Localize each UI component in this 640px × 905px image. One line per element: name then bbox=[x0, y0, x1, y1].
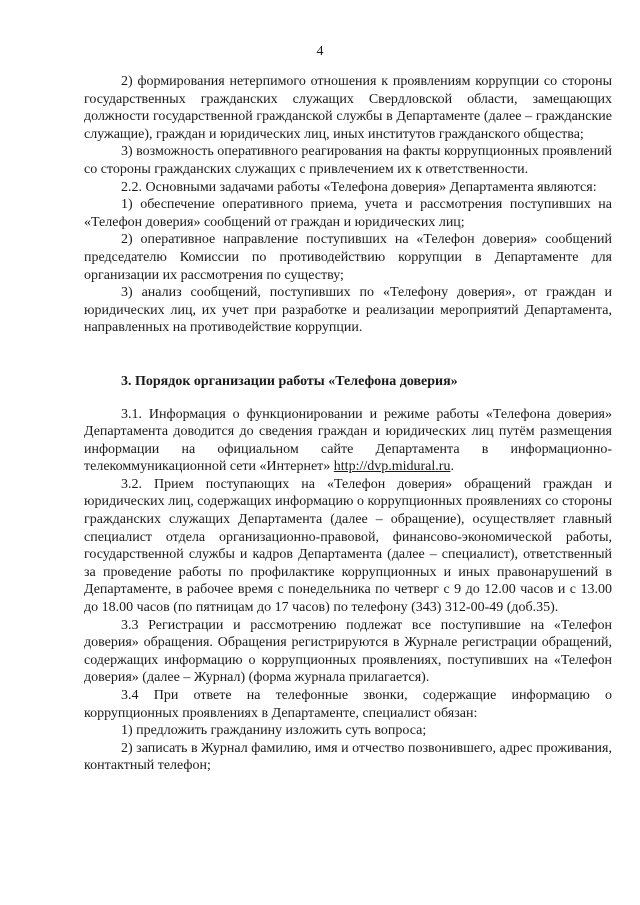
paragraph-2-item-2: 2) формирования нетерпимого отношения к проявлениям коррупции со стороны государственных гражданских служащих Свердловской области, замещающих должности государственной гражданской службы в Департаменте (далее – гражданские служащие), граждан и юридических лиц, иных институтов гражданского общества; bbox=[84, 74, 612, 142]
paragraph-2-2: 2.2. Основными задачами работы «Телефона доверия» Департамента являются: bbox=[121, 179, 597, 195]
paragraph-2-2-item-2: 2) оперативное направление поступивших на «Телефон доверия» сообщений председателю Комиссии по противодействию коррупции в Департаменте для организации их рассмотрения по существу; bbox=[84, 232, 612, 283]
paragraph-2-2-item-3: 3) анализ сообщений, поступивших по «Телефону доверия», от граждан и юридических лиц, их учет при разработке и реализации мероприятий Департамента, направленных на противодействие коррупции. bbox=[84, 285, 612, 336]
paragraph-3-4-item-1: 1) предложить гражданину изложить суть вопроса; bbox=[121, 723, 427, 739]
paragraph-3-1 bbox=[84, 406, 612, 476]
paragraph-3-1-text: 3.1. Информация о функционировании и режиме работы «Телефона доверия» Департамента доводится до сведения граждан и юридических лиц путём размещения информации на официальном сайте Департамента в информационно-телекоммуникационной сети «Интернет» bbox=[84, 406, 612, 475]
paragraph-3-1-end: . bbox=[450, 459, 454, 475]
paragraph-3-2: 3.2. Прием поступающих на «Телефон доверия» обращений граждан и юридических лиц, содержащих информацию о коррупционных проявлениях со стороны гражданских служащих Департамента (далее – обращение), осуществляет главный специалист отдела организационно-правовой, финансово-экономической работы, государственной службы и кадров Департамента (далее – специалист), ответственный за проведение работы по профилактике коррупционных и иных правонарушений в Департаменте, в рабочее время с понедельника по четверг с 9 до 12.00 часов и с 13.00 до 18.00 часов (по пятницам до 17 часов) по телефону (343) 312-00-49 (доб.35). bbox=[84, 476, 612, 616]
website-link[interactable]: http://dvp.midural.ru bbox=[333, 459, 451, 475]
paragraph-3-3: 3.3 Регистрации и рассмотрению подлежат все поступившие на «Телефон доверия» обращения. Обращения регистрируются в Журнале регистрации обращений, содержащих информацию о коррупционных проявлениях, поступивших на «Телефон доверия» (далее – Журнал) (форма журнала прилагается). bbox=[84, 617, 612, 686]
paragraph-3-4-item-2: 2) записать в Журнал фамилию, имя и отчество позвонившего, адрес проживания, контактный телефон; bbox=[84, 740, 612, 774]
paragraph-2-2-item-1: 1) обеспечение оперативного приема, учета и рассмотрения поступивших на «Телефон доверия» сообщений от граждан и юридических лиц; bbox=[84, 197, 612, 230]
section-heading: 3. Порядок организации работы «Телефона доверия» bbox=[121, 373, 458, 389]
document-body bbox=[84, 73, 612, 775]
paragraph-3-4: 3.4 При ответе на телефонные звонки, содержащие информацию о коррупционных проявлениях в Департаменте, специалист обязан: bbox=[84, 688, 612, 721]
page-number: 4 bbox=[316, 44, 324, 59]
paragraph-2-item-3: 3) возможность оперативного реагирования на факты коррупционных проявлений со стороны гражданских служащих с привлечением их к ответственности. bbox=[84, 144, 612, 177]
